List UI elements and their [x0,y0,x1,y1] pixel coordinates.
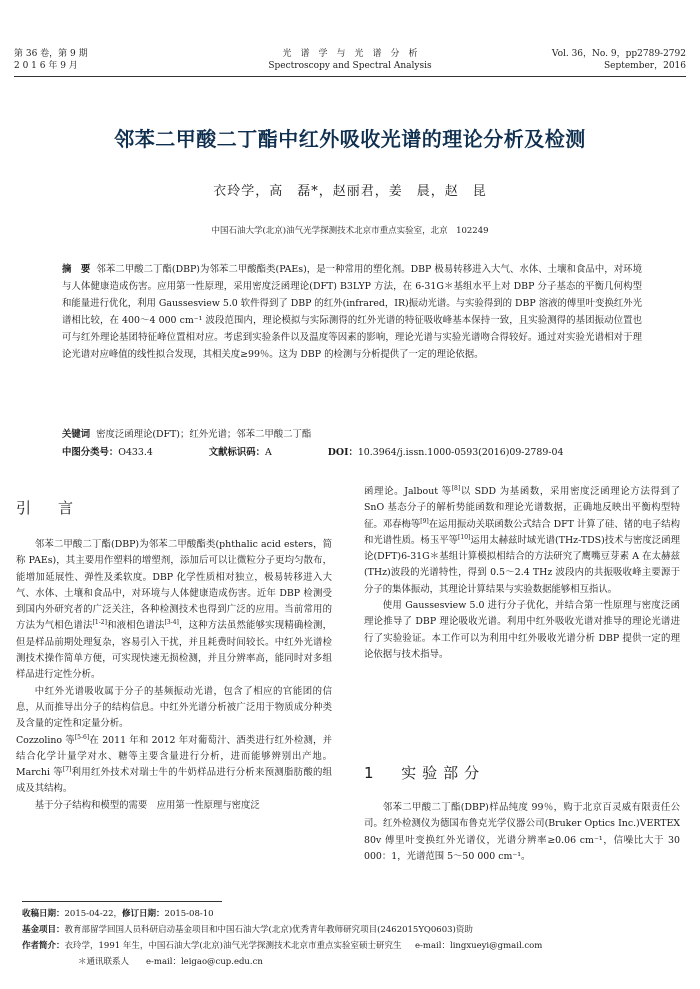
journal-pages [466,48,686,72]
journal-name-en: Spectroscopy and Spectral Analysis [268,61,432,71]
citation-5-6: [5-6] [74,733,90,741]
received-label: 收稿日期： [22,909,65,919]
journal-volume-issue [14,48,204,72]
header-rule [14,76,686,77]
intro-p3-part-a: Cozzolino 等 [16,734,75,746]
month-line: September，2016 [603,61,686,71]
intro-p1-part-c: ，这种方法虽然能够实现精确检测，但是样品前期处理复杂，容易引入干扰，并且耗费时间较长。中红外光谱检测技术操作简单方便，可实现快速无损检测，并且分辨率高，能同时对多组样品进行定性分析。 [16,620,332,681]
bio-line [22,938,682,954]
bio-label: 作者简介： [22,941,65,951]
abstract-text: 邻苯二甲酸二丁酯(DBP)为邻苯二甲酸酯类(PAEs)，是一种常用的塑化剂。DBP 极易转移进入大气、水体、土壤和食品中，对环境与人体健康造成伤害。应用第一性原理，采用密度泛函理论(DFT) B3LYP 方法，在 6-31G＊基组水平上对 DBP 分子基态的平衡几何构型和能量进行优化，利用 Gaussesview 5.0 软件得到了 DBP 的红外(infrared，IR)振动光谱。与实验得到的 DBP 溶液的傅里叶变换红外光谱相比较，在 400～4 000 cm⁻¹ 波段范围内，理论模拟与实际测得的红外光谱的特征吸收峰基本保持一致，且实验测得的基团振动位置也可与红外理论基团特征峰位置相对应。考虑到实验条件以及温度等因素的影响，理论光谱与实验光谱吻合得较好。通过对实验光谱相对于理论光谱对应峰值的线性拟合发现，其相关度≥99％。这为 DBP 的检测与分析提供了一定的理论依据。 [62,264,642,360]
doi-label: DOI： [327,447,358,458]
citation-3-4: [3-4] [164,619,179,627]
section-1-number: 1 [364,764,380,782]
fund-text: 教育部留学回国人员科研启动基金项目和中国石油大学(北京)优秀青年教师研究项目(2462015YQ0603)资助 [64,925,473,935]
doi-value: 10.3964/j.issn.1000-0593(2016)09-2789-04 [357,447,564,458]
left-column [16,537,332,814]
intro-paragraph-4: 基于分子结构和模型的需要 应用第一性原理与密度泛 [34,799,260,811]
section-1-heading [364,762,485,783]
keywords [62,427,642,442]
affiliation: 中国石油大学(北京)油气光学探测技术北京市重点实验室，北京 102249 [211,226,489,236]
fund-line [22,922,682,938]
doc-code-value: A [265,447,272,458]
right-paragraph-2: 使用 Gaussesview 5.0 进行分子优化，并结合第一性原理与密度泛函理论推导了 DBP 理论吸收光谱。利用中红外吸收光谱对推导的理论光谱进行了实验验证。本工作可以为利用中红外吸收光谱分析 DBP 提供一定的理论依据与技术指导。 [364,600,680,660]
right-p1-part-c: 在运用振动关联函数公式结合 DFT 计算了硅、锗的电子结构和光谱性质。杨玉平等 [364,518,681,546]
section-1-title: 实验部分 [401,764,486,782]
intro-paragraph-1 [16,537,332,684]
corresponding-line: ＊通讯联系人 e-mail：leigao@cup.edu.cn [78,957,263,967]
journal-name-cn: 光 谱 学 与 光 谱 分 析 [282,49,418,59]
keywords-text: 密度泛函理论(DFT)；红外光谱；邻苯二甲酸二丁酯 [96,429,312,440]
intro-p3-part-b: 在 2011 年和 2012 年对葡萄汁、酒类进行红外检测，并结合化学计量学对水、糖等主要含量进行分析，进而能够辨别出产地。Marchi 等 [16,734,333,779]
intro-p3-part-c: 利用红外技术对瑞士牛的牛奶样品进行分析来预测脂肪酸的组成及其结构。 [16,767,332,795]
citation-10: [10] [458,533,471,541]
accepted-date: 2015-08-10 [164,909,214,919]
right-p1-part-d: 运用太赫兹时域光谱(THz-TDS)技术与密度泛函理论(DFT)6-31G＊基组计算模拟相结合的方法研究了鹰嘴豆芽素 A 在太赫兹(THz)波段的光谱特性，得到 0.5～2.4 THz 波段内的共振吸收峰主要源于分子的集体振动，其理论计算结果与实验数据能够相互指认。 [364,534,680,595]
fund-label: 基金项目： [22,925,65,935]
date-line: 2 0 1 6 年 9 月 [14,61,78,71]
abstract-label: 摘 要 [62,264,91,275]
right-p1-part-b: 以 SDD 为基函数，采用密度泛函理论方法得到了 SnO 基态分子的解析势能函数和理论光谱数据，正确地反映出平衡构型特征。邓春梅等 [364,486,680,530]
citation-7: [7] [62,766,72,774]
footnote-rule [22,901,222,902]
section-1-paragraph: 邻苯二甲酸二丁酯(DBP)样品纯度 99％，购于北京百灵威有限责任公司。红外检测仪为德国布鲁克光学仪器公司(Bruker Optics Inc.)VERTEX 80v 傅里叶变换红外光谱仪，光谱分辨率≥0.06 cm⁻¹，信噪比大于 30 000：1，光谱范围 5～50 000 cm⁻¹。 [364,802,680,862]
clc-label: 中图分类号： [62,447,119,458]
classification-line [62,445,642,460]
intro-paragraph-3 [16,733,332,798]
right-paragraph-1 [364,484,680,598]
article-title: 邻苯二甲酸二丁酯中红外吸收光谱的理论分析及检测 [114,127,586,151]
intro-paragraph-2: 中红外光谱吸收属于分子的基频振动光谱，包含了相应的官能团的信息，从而推导出分子的结构信息。中红外光谱分析被广泛用于物质成分种类及含量的定性和定量分析。 [16,685,332,730]
citation-8: [8] [451,484,461,492]
vol-pages-line: Vol. 36，No. 9，pp2789-2792 [551,49,686,59]
accepted-label: 修订日期： [122,909,165,919]
right-column [364,484,680,663]
clc-value: O433.4 [118,447,153,458]
received-date: 2015-04-22， [64,909,123,919]
doc-code-label: 文献标识码： [208,447,266,458]
author-email: e-mail：lingxueyi@gmail.com [415,941,543,951]
journal-name [200,48,500,72]
citation-1-2: [1-2] [92,619,107,627]
footnote [22,906,682,970]
dates-line [22,906,682,922]
bio-text: 衣玲学，1991 年生，中国石油大学(北京)油气光学探测技术北京市重点实验室硕士研究生 [64,941,402,951]
abstract [62,262,642,363]
author-list: 衣玲学，高 磊*，赵丽君，姜 晨，赵 昆 [213,184,487,199]
citation-9: [9] [420,517,429,525]
keywords-label: 关键词 [62,429,91,440]
intro-heading: 引 言 [16,499,80,517]
right-p1-part-a: 函理论。Jalbout 等 [364,486,452,497]
volume-issue-line: 第 36 卷，第 9 期 [14,49,88,59]
section-1-body [364,800,680,865]
intro-p1-part-b: 和液相色谱法 [106,620,165,632]
intro-p1-part-a: 邻苯二甲酸二丁酯(DBP)为邻苯二甲酸酯类(phthalic acid esters，简称 PAEs)，其主要用作塑料的增塑剂，添加后可以让微粒分子更均匀散布，能增加延展性、弹性及柔软度。DBP 化学性质相对独立，极易转移进入大气、水体、土壤和食品中，对环境与人体健康造成伤害。近年 DBP 检测受到国内外研究者的广泛关注，各种检测技术也得到广泛的应用。当前常用的方法为气相色谱法 [16,539,332,632]
